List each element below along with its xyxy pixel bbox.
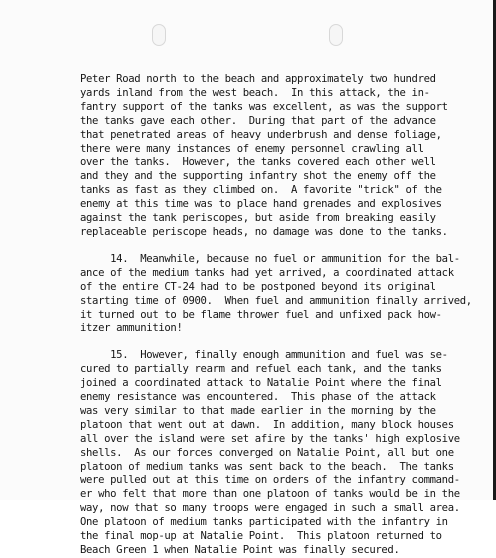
punch-hole [329, 24, 343, 46]
text-line: were pulled out at this time on orders of the infantry command- [80, 474, 460, 487]
text-line: all over the island were set afire by the tanks' high explosive [80, 432, 460, 445]
text-line: joined a coordinated attack to Natalie Point where the final [80, 377, 442, 390]
text-line: Beach Green 1 when Natalie Point was finally secured. [80, 544, 400, 556]
text-line: over the tanks. However, the tanks covered each other well [80, 156, 436, 169]
text-line: replaceable periscope heads, no damage was done to the tanks. [80, 225, 448, 238]
text-line: er who felt that more than one platoon of tanks would be in the [80, 488, 460, 501]
text-line: 14. Meanwhile, because no fuel or ammunition for the bal- [80, 252, 460, 265]
text-line: itzer ammunition! [80, 322, 183, 335]
text-line: the final mop-up at Natalie Point. This platoon returned to [80, 530, 442, 543]
text-line: cured to partially rearm and refuel each tank, and the tanks [80, 363, 442, 376]
text-line: and they and the supporting infantry shot the enemy off the [80, 170, 436, 183]
paragraph-gap [80, 240, 484, 253]
paragraph-15 [80, 349, 484, 558]
paragraph-14 [80, 253, 484, 336]
text-line: One platoon of medium tanks participated with the infantry in [80, 516, 448, 529]
text-line: starting time of 0900. When fuel and ammunition finally arrived, [80, 294, 472, 307]
text-line: it turned out to be flame thrower fuel and unfixed pack how- [80, 308, 442, 321]
text-line: enemy resistance was encountered. This phase of the attack [80, 391, 436, 404]
text-line: was very similar to that made earlier in the morning by the [80, 404, 436, 417]
text-line: against the tank periscopes, but aside from breaking easily [80, 212, 436, 225]
text-line: enemy at this time was to place hand grenades and explosives [80, 198, 442, 211]
text-line: yards inland from the west beach. In this attack, the in- [80, 86, 430, 99]
text-line: tanks as fast as they climbed on. A favorite "trick" of the [80, 184, 442, 197]
text-line: Peter Road north to the beach and approximately two hundred [80, 73, 436, 85]
text-line: platoon that went out at dawn. In addition, many block houses [80, 418, 454, 431]
text-line: 15. However, finally enough ammunition and fuel was se- [80, 349, 448, 362]
text-line: that penetrated areas of heavy underbrush and dense foliage, [80, 128, 442, 141]
text-line: the tanks gave each other. During that part of the advance [80, 114, 436, 127]
document-body [80, 73, 484, 558]
text-line: fantry support of the tanks was excellent, as was the support [80, 100, 448, 113]
text-line: shells. As our forces converged on Natalie Point, all but one [80, 446, 454, 459]
text-line: there were many instances of enemy personnel crawling all [80, 142, 424, 155]
text-line: ance of the medium tanks had yet arrived, a coordinated attack [80, 266, 454, 279]
text-line: of the entire CT-24 had to be postponed beyond its original [80, 280, 436, 293]
paragraph-13-continuation [80, 73, 484, 240]
text-line: way, now that so many troops were engaged in such a small area. [80, 502, 460, 515]
paragraph-gap [80, 336, 484, 349]
text-line: platoon of medium tanks was sent back to the beach. The tanks [80, 460, 454, 473]
punch-hole [152, 24, 166, 46]
